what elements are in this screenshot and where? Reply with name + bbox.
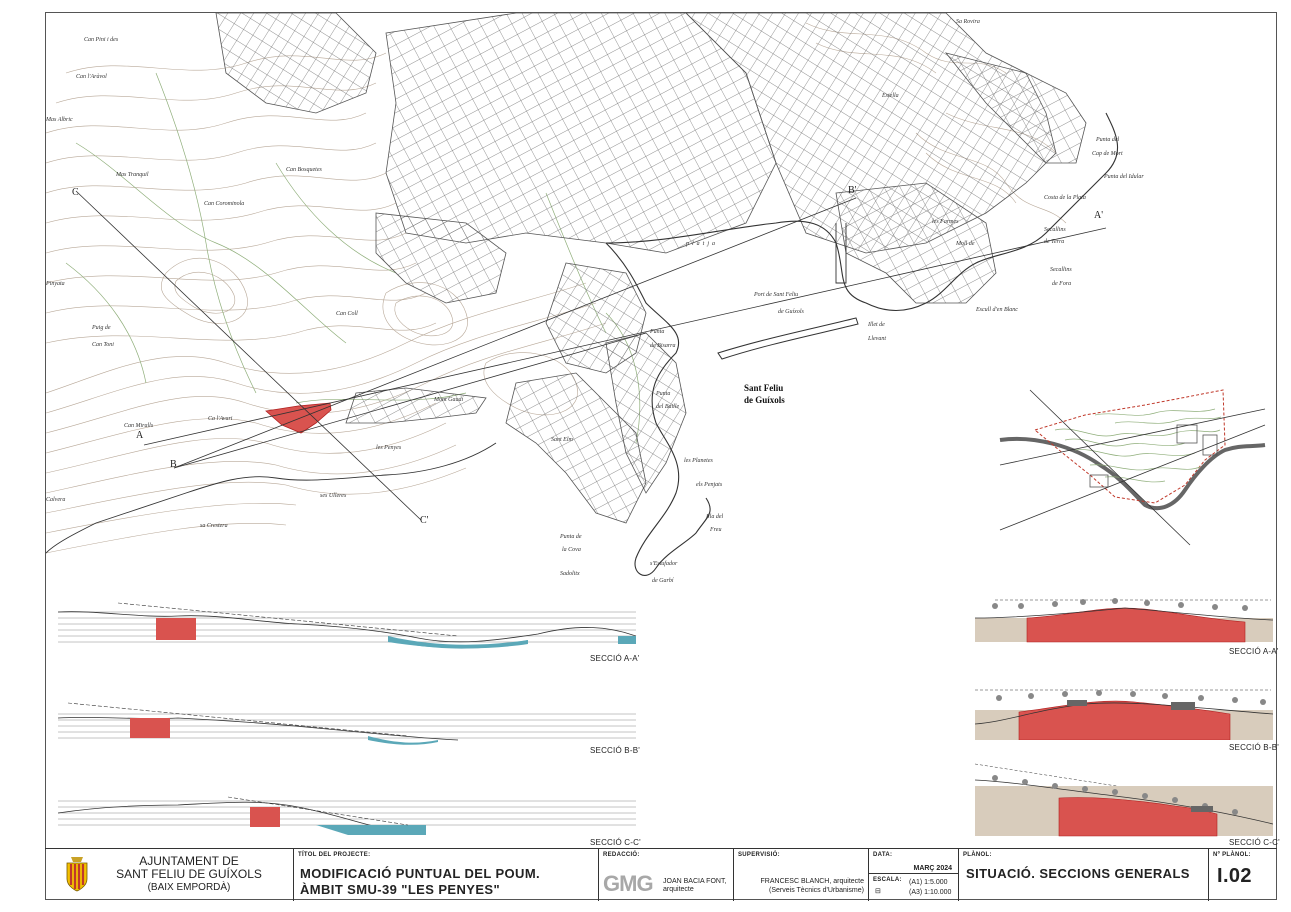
label-estufador-1: s'Estufador bbox=[650, 561, 678, 567]
municipality-name bbox=[89, 855, 289, 894]
label-les-penyes: les Penyes bbox=[376, 445, 402, 451]
label-estella: Estella bbox=[882, 93, 899, 99]
label-mas-tranquil: Mas Tranquil bbox=[116, 172, 149, 178]
label-costa-plata: Costa de la Plata bbox=[1044, 195, 1086, 201]
section-aa-right-label: SECCIÓ A-A' bbox=[1229, 647, 1279, 656]
label-punta-cova-1: Punta de bbox=[560, 534, 582, 540]
project-title-cell bbox=[293, 849, 598, 901]
label-els-penjats: els Penjats bbox=[696, 482, 723, 488]
drafting-name-line1: JOAN BACIA FONT, bbox=[663, 878, 727, 885]
supervision-caption: SUPERVISIÓ: bbox=[738, 852, 780, 858]
urban-fabric bbox=[216, 13, 1086, 523]
label-can-toni: Can Toni bbox=[92, 342, 114, 348]
label-punta-baille-1: Punta bbox=[656, 391, 671, 397]
gmg-logo: GMG bbox=[603, 871, 653, 896]
label-escull: Escull d'en Blanc bbox=[976, 307, 1018, 313]
label-punta-mort-2: Cap de Mort bbox=[1092, 151, 1123, 157]
label-sa-crestera: sa Crestera bbox=[200, 523, 228, 529]
label-illet-2: Llevant bbox=[868, 336, 886, 342]
title-block bbox=[45, 848, 1277, 900]
section-bb-left-label: SECCIÓ B-B' bbox=[590, 746, 640, 755]
label-can-corominola: Can Corominola bbox=[204, 201, 245, 207]
label-port-1: Port de Sant Feliu bbox=[754, 292, 799, 298]
label-molt-de: Moll de bbox=[956, 241, 975, 247]
label-illa-freu-2: Freu bbox=[710, 527, 722, 533]
supervision-cell bbox=[733, 849, 868, 901]
section-cc-left bbox=[58, 795, 638, 839]
plan-title-cell bbox=[958, 849, 1208, 901]
label-secallins-1: Secallins bbox=[1044, 227, 1066, 233]
marker-a-prime: A' bbox=[1094, 210, 1104, 221]
label-punta-bisarra-2: de Bisarra bbox=[650, 343, 676, 349]
municipality-cell bbox=[45, 849, 293, 901]
municipality-line1: AJUNTAMENT DE bbox=[139, 854, 239, 868]
label-illet-1: Illet de bbox=[868, 322, 885, 328]
label-can-pini: Can Pini i des bbox=[84, 37, 119, 43]
supervision-line2: (Serveis Tècnics d'Urbanisme) bbox=[769, 887, 864, 894]
scale-a3: (A3) 1:10.000 bbox=[909, 889, 952, 896]
label-mas-albric: Mas Albric bbox=[46, 117, 73, 123]
label-sa-rovira: Sa Rovira bbox=[956, 19, 980, 25]
label-can-coll: Can Coll bbox=[336, 311, 358, 317]
label-mont-gaudi: Mont Gaudí bbox=[434, 397, 464, 403]
breakwater bbox=[718, 318, 858, 359]
plan-caption: PLÀNOL: bbox=[963, 852, 992, 858]
scale-a1: (A1) 1:5.000 bbox=[909, 879, 948, 886]
section-aa-left-label: SECCIÓ A-A' bbox=[590, 654, 640, 663]
label-can-aravol: Can l'Aràvol bbox=[76, 74, 107, 80]
label-estufador-2: de Garbí bbox=[652, 578, 674, 584]
label-punta-bisarra-1: Punta bbox=[650, 329, 665, 335]
section-aa-right bbox=[975, 598, 1273, 644]
project-title-line2: ÀMBIT SMU-39 "LES PENYES" bbox=[300, 882, 501, 897]
label-puig-de: Puig de bbox=[92, 325, 111, 331]
label-secallins-2: de Terra bbox=[1044, 239, 1065, 245]
marker-b-prime: B' bbox=[848, 185, 857, 196]
marker-c-prime: C' bbox=[420, 515, 429, 526]
label-secallins-4: de Fora bbox=[1052, 281, 1072, 287]
section-bb-left bbox=[58, 700, 638, 748]
date-value: MARÇ 2024 bbox=[913, 865, 952, 872]
project-caption: TÍTOL DEL PROJECTE: bbox=[298, 852, 371, 858]
date-scale-cell bbox=[868, 849, 958, 901]
label-sadolitx: Sadolitx bbox=[560, 571, 580, 577]
section-cc-right bbox=[975, 762, 1273, 838]
drafting-cell bbox=[598, 849, 733, 901]
section-aa-left bbox=[58, 600, 638, 652]
label-sant-elm: Sant Elm bbox=[551, 437, 573, 443]
label-punta-baille-2: del Baille bbox=[656, 404, 680, 410]
label-punta-mort-1: Punta del bbox=[1096, 137, 1120, 143]
scale-symbol: ⊟ bbox=[875, 888, 881, 895]
label-illa-freu-1: Illa del bbox=[706, 514, 724, 520]
plan-number-cell bbox=[1208, 849, 1277, 901]
marker-a: A bbox=[136, 430, 144, 441]
town-label-line2: de Guíxols bbox=[744, 395, 785, 405]
label-calvera: Calvera bbox=[46, 497, 66, 503]
label-secallins-3: Secallins bbox=[1050, 267, 1072, 273]
plan-number: I.02 bbox=[1217, 865, 1252, 887]
label-can-bosquet: Can Bosquetes bbox=[286, 167, 322, 173]
label-ses-ulleres: ses Ulleres bbox=[320, 493, 347, 499]
label-pinyata: Pinyata bbox=[46, 281, 65, 287]
municipality-line3: (BAIX EMPORDÀ) bbox=[147, 882, 231, 893]
label-can-miralls: Can Miralls bbox=[124, 423, 154, 429]
label-can-avari: Ca l'Avari bbox=[208, 416, 233, 422]
section-bb-right bbox=[975, 688, 1273, 740]
drafting-caption: REDACCIÓ: bbox=[603, 852, 640, 858]
project-title-line1: MODIFICACIÓ PUNTUAL DEL POUM. bbox=[300, 866, 541, 881]
scale-caption: ESCALA: bbox=[873, 877, 902, 883]
drafting-name-line2: arquitecte bbox=[663, 886, 694, 893]
marker-b: B bbox=[170, 459, 177, 470]
municipal-shield-icon bbox=[65, 855, 89, 893]
plan-title: SITUACIÓ. SECCIONS GENERALS bbox=[966, 866, 1190, 881]
section-bb-right-label: SECCIÓ B-B' bbox=[1229, 743, 1279, 752]
label-punta-cova-2: la Cova bbox=[562, 547, 581, 553]
label-les-planetes: les Planetes bbox=[684, 458, 713, 464]
label-port-2: de Guíxols bbox=[778, 309, 804, 315]
marker-c: C bbox=[72, 187, 79, 198]
plan-number-caption: Nº PLÀNOL: bbox=[1213, 852, 1251, 858]
section-cc-right-label: SECCIÓ C-C' bbox=[1229, 838, 1280, 847]
detail-inset bbox=[995, 385, 1270, 550]
label-punta-idular: Punta del Idular bbox=[1104, 174, 1144, 180]
date-caption: DATA: bbox=[873, 852, 893, 858]
section-cc-left-label: SECCIÓ C-C' bbox=[590, 838, 641, 847]
town-label-line1: Sant Feliu bbox=[744, 383, 784, 393]
south-coast bbox=[46, 443, 496, 553]
supervision-line1: FRANCESC BLANCH, arquitecte bbox=[760, 878, 864, 885]
municipality-line2: SANT FELIU DE GUÍXOLS bbox=[116, 867, 262, 881]
label-les-farmes: les Farmes bbox=[932, 219, 959, 225]
label-platja: platja bbox=[686, 241, 719, 247]
